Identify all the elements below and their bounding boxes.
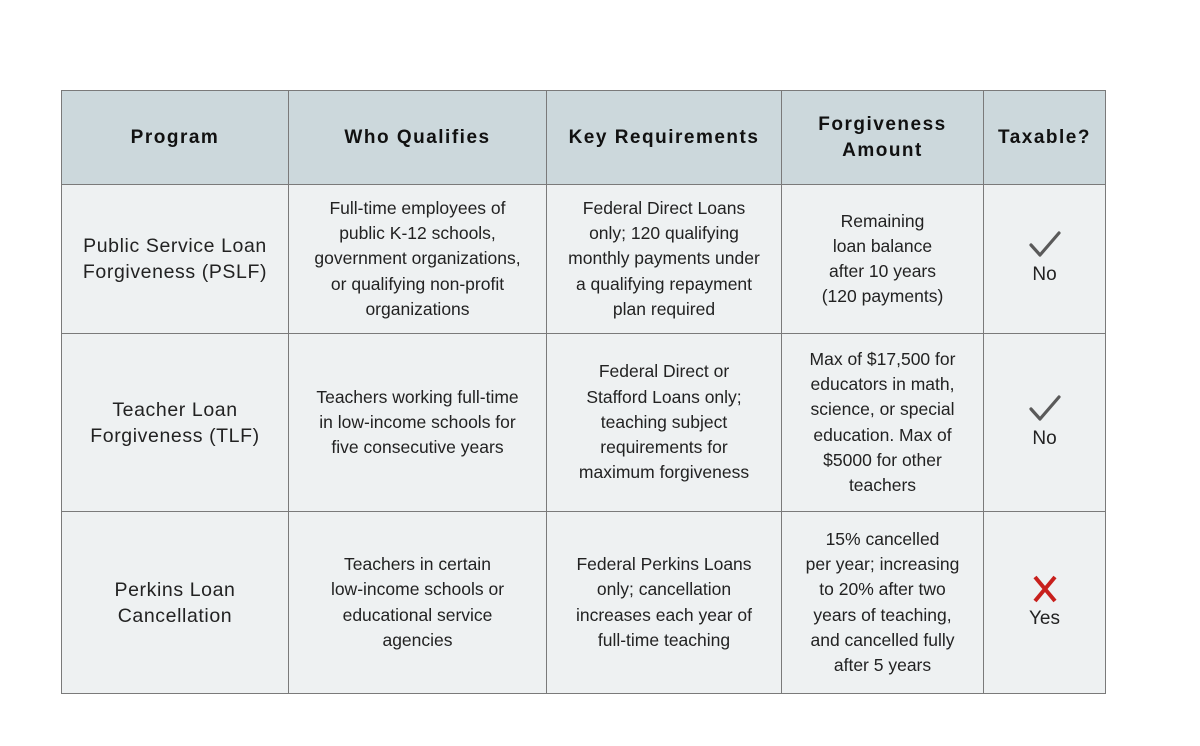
who-qualifies-cell-line: Teachers working full-time [316,386,519,407]
who-qualifies-cell [289,185,547,334]
key-requirements-cell-line: requirements for [600,437,728,458]
taxable-value: No [1032,427,1057,449]
x-icon [1028,574,1062,604]
header-key-requirements-label: Key Requirements [568,126,760,148]
table-row [62,334,1106,512]
table-row [62,512,1106,694]
key-requirements-cell-line: Federal Perkins Loans [576,554,752,575]
forgiveness-amount-cell-line: years of teaching, [813,604,952,625]
key-requirements-cell-line: only; 120 qualifying [589,223,739,244]
header-row [62,91,1106,185]
who-qualifies-cell [289,334,547,512]
taxable-cell [984,512,1106,694]
header-program [62,91,289,185]
program-cell-line: Forgiveness (TLF) [90,424,260,447]
header-forgiveness-amount-line1: Forgiveness [818,113,947,135]
who-qualifies-cell-line: or qualifying non-profit [330,273,505,294]
header-taxable [984,91,1106,185]
who-qualifies-cell-line: agencies [382,629,453,650]
who-qualifies-cell-line: organizations [365,298,470,319]
who-qualifies-cell-line: public K-12 schools, [339,223,496,244]
program-cell [62,185,289,334]
who-qualifies-cell-line: in low-income schools for [319,411,516,432]
forgiveness-amount-cell-line: education. Max of [813,424,952,445]
key-requirements-cell-line: monthly payments under [568,248,760,269]
forgiveness-amount-cell-line: after 5 years [833,654,932,675]
program-cell [62,334,289,512]
program-cell-line: Perkins Loan [114,578,236,601]
key-requirements-cell [547,334,782,512]
key-requirements-cell-line: a qualifying repayment [575,273,753,294]
forgiveness-amount-cell [782,512,984,694]
forgiveness-amount-cell [782,334,984,512]
program-cell-line: Public Service Loan [83,235,267,257]
key-requirements-cell-line: full-time teaching [597,629,731,650]
forgiveness-amount-cell-line: per year; increasing [805,554,960,575]
program-cell-line: Teacher Loan [112,398,238,421]
program-cell-line: Cancellation [117,604,233,627]
key-requirements-cell [547,512,782,694]
header-key-requirements [547,91,782,185]
key-requirements-cell-line: teaching subject [600,411,728,432]
header-program-label: Program [130,126,220,148]
taxable-value: Yes [1029,607,1060,629]
header-forgiveness-amount-line2: Amount [842,139,923,161]
forgiveness-amount-cell-line: 15% cancelled [825,528,940,549]
key-requirements-cell-line: Stafford Loans only; [586,386,742,407]
who-qualifies-cell [289,512,547,694]
who-qualifies-cell-line: Teachers in certain [344,554,491,575]
forgiveness-amount-cell-line: teachers [848,474,917,495]
program-cell-line: Forgiveness (PSLF) [82,261,268,283]
key-requirements-cell-line: Federal Direct Loans [582,197,746,218]
forgiveness-amount-cell-line: loan balance [832,235,933,256]
key-requirements-cell-line: Federal Direct or [598,361,730,382]
check-icon [1028,394,1062,424]
who-qualifies-cell-line: Full-time employees of [329,197,506,218]
program-cell [62,512,289,694]
forgiveness-amount-cell-line: (120 payments) [821,286,944,307]
who-qualifies-cell-line: government organizations, [314,248,521,269]
loan-forgiveness-table-container [61,90,1106,694]
header-forgiveness-amount [782,91,984,185]
forgiveness-amount-cell-line: educators in math, [810,374,955,395]
header-who-qualifies [289,91,547,185]
key-requirements-cell-line: increases each year of [575,604,753,625]
forgiveness-amount-cell-line: after 10 years [829,261,936,281]
taxable-value: No [1032,264,1057,286]
forgiveness-amount-cell [782,185,984,334]
who-qualifies-cell-line: educational service [342,604,493,625]
header-taxable-label: Taxable? [998,126,1091,148]
table-row [62,185,1106,334]
key-requirements-cell-line: maximum forgiveness [578,462,750,483]
key-requirements-cell-line: only; cancellation [596,579,732,600]
key-requirements-cell [547,185,782,334]
forgiveness-amount-cell-line: Remaining [840,210,925,231]
forgiveness-amount-cell-line: $5000 for other [823,449,942,470]
forgiveness-amount-cell-line: science, or special [810,399,955,420]
key-requirements-cell-line: plan required [612,298,716,319]
taxable-cell [984,185,1106,334]
table-body [62,185,1106,694]
loan-forgiveness-table [61,90,1106,694]
forgiveness-amount-cell-line: to 20% after two [819,579,946,600]
who-qualifies-cell-line: five consecutive years [331,437,504,458]
who-qualifies-cell-line: low-income schools or [330,579,505,600]
taxable-cell [984,334,1106,512]
forgiveness-amount-cell-line: Max of $17,500 for [809,348,956,369]
check-icon [1028,230,1062,260]
header-who-qualifies-label: Who Qualifies [344,126,491,148]
forgiveness-amount-cell-line: and cancelled fully [810,629,955,650]
